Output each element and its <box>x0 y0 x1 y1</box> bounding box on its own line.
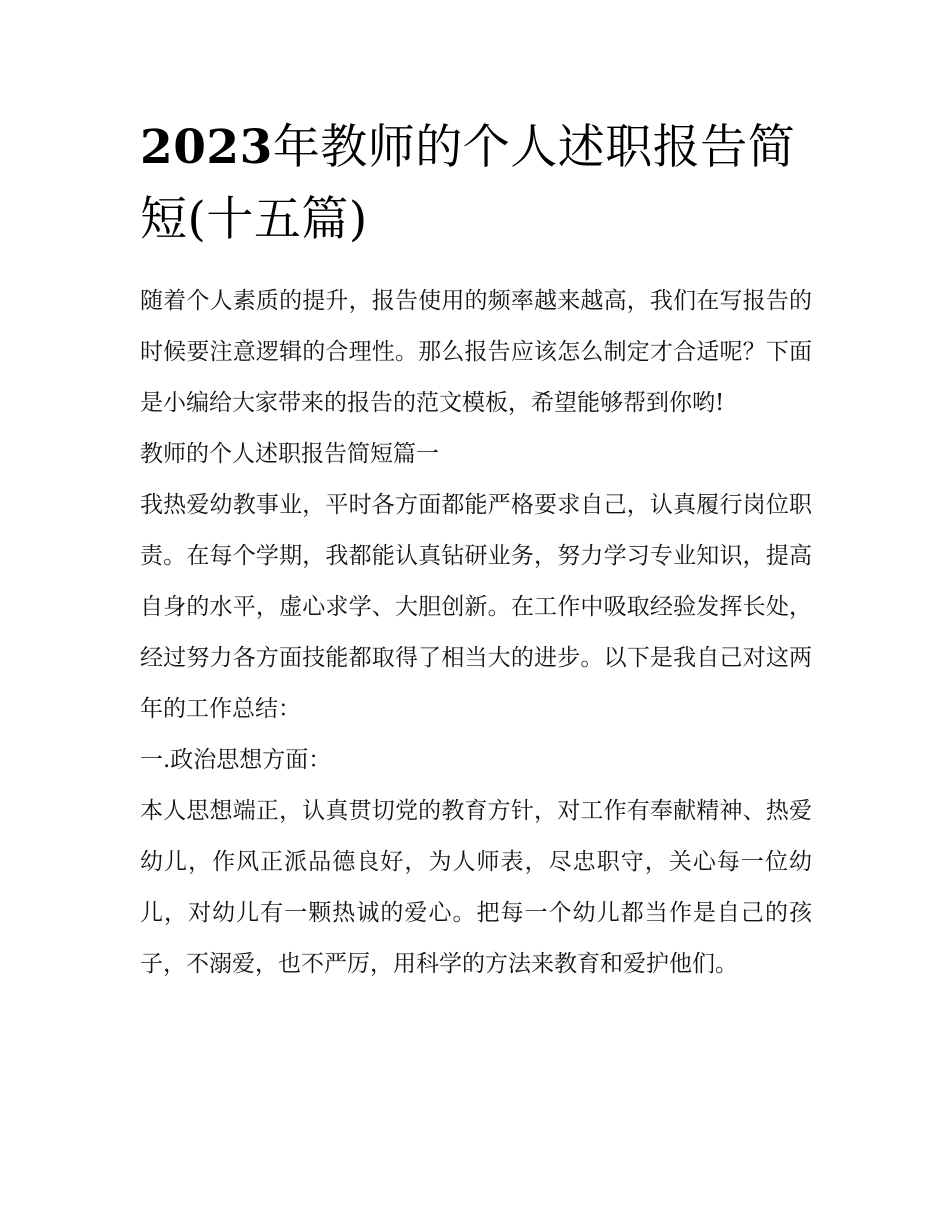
document-body <box>140 112 812 990</box>
subsection-heading: 一.政治思想方面： <box>140 747 332 773</box>
document-title <box>140 112 812 256</box>
subsection-paragraph: 本人思想端正，认真贯切党的教育方针，对工作有奉献精神、热爱幼儿，作风正派品德良好，为人师表，尽忠职守，关心每一位幼儿，对幼儿有一颗热诚的爱心。把每一个幼儿都当作是自己的孩子，不溺爱，也不严厉，用科学的方法来教育和爱护他们。 <box>140 798 812 977</box>
intro-paragraph: 随着个人素质的提升，报告使用的频率越来越高，我们在写报告的时候要注意逻辑的合理性。那么报告应该怎么制定才合适呢？下面是小编给大家带来的报告的范文模板，希望能够帮到你哟! <box>140 288 812 416</box>
title-text: 年教师的个人述职报告简短(十五篇) <box>140 120 796 247</box>
title-year: 2023 <box>140 120 273 175</box>
section-paragraph: 我热爱幼教事业，平时各方面都能严格要求自己，认真履行岗位职责。在每个学期，我都能认真钻研业务，努力学习专业知识，提高自身的水平，虚心求学、大胆创新。在工作中吸取经验发挥长处，经过努力各方面技能都取得了相当大的进步。以下是我自己对这两年的工作总结： <box>140 492 812 722</box>
section-heading: 教师的个人述职报告简短篇一 <box>140 441 439 467</box>
